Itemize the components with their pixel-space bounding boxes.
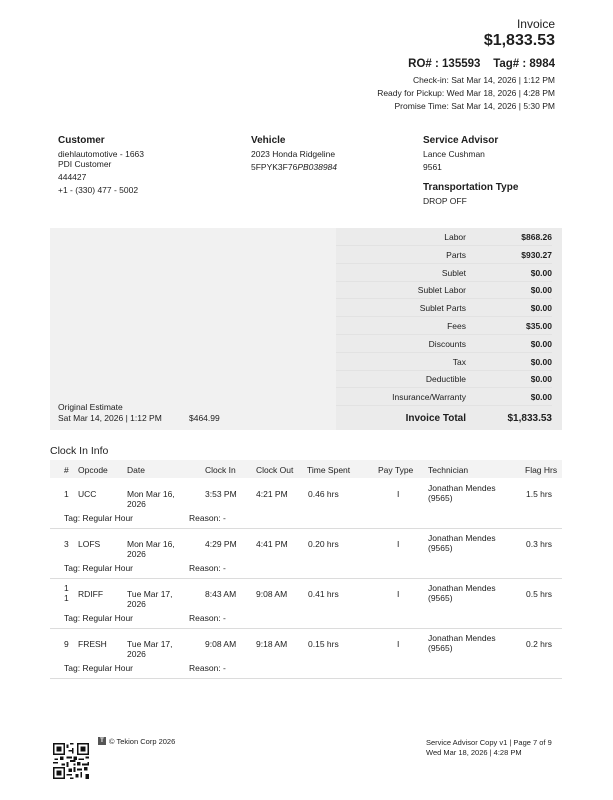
summary-label: Sublet Labor	[417, 285, 466, 296]
vehicle-vin	[251, 161, 337, 173]
row-tag-label: Tag:	[64, 663, 81, 673]
invoice-total-row	[336, 411, 552, 427]
row-tag-label: Tag:	[64, 613, 81, 623]
row-pay-type: I	[397, 639, 400, 649]
row-tag-value: Regular Hour	[82, 563, 134, 573]
row-technician: Jonathan Mendes (9565)	[428, 533, 496, 553]
col-clock-in: Clock In	[205, 465, 236, 475]
row-time-spent: 0.20 hrs	[308, 539, 339, 549]
original-estimate-label: Original Estimate	[58, 402, 123, 412]
original-estimate-amount: $464.99	[189, 413, 220, 423]
row-reason	[189, 513, 226, 523]
col-opcode: Opcode	[78, 465, 108, 475]
vin-prefix: 5FPYK3F76	[251, 162, 298, 172]
row-reason	[189, 613, 226, 623]
invoice-title: Invoice	[516, 17, 555, 31]
row-reason-value: -	[223, 513, 226, 523]
transport-value: DROP OFF	[423, 196, 467, 206]
row-pay-type: I	[397, 539, 400, 549]
summary-label: Insurance/Warranty	[392, 392, 466, 403]
row-clock-in: 9:08 AM	[205, 639, 237, 649]
customer-phone: +1 - (330) 477 - 5002	[58, 185, 139, 195]
summary-row	[336, 335, 552, 352]
footer-copyright: © Tekion Corp 2026	[109, 737, 176, 746]
row-reason-value: -	[223, 663, 226, 673]
row-technician: Jonathan Mendes (9565)	[428, 633, 496, 653]
invoice-total-label: Invoice Total	[405, 413, 466, 424]
tag-label: Tag# :	[493, 58, 527, 70]
row-technician: Jonathan Mendes (9565)	[428, 583, 496, 603]
row-number: 3	[64, 539, 69, 549]
summary-amount: $0.00	[530, 356, 552, 367]
col-time-spent: Time Spent	[307, 465, 351, 475]
row-reason-value: -	[223, 563, 226, 573]
row-technician: Jonathan Mendes (9565)	[428, 483, 496, 503]
row-opcode: RDIFF	[78, 589, 104, 599]
row-tag	[64, 613, 133, 623]
advisor-heading: Service Advisor	[423, 135, 499, 146]
original-estimate-date: Sat Mar 14, 2026 | 1:12 PM	[58, 413, 162, 423]
summary-label: Tax	[452, 356, 466, 367]
row-reason	[189, 663, 226, 673]
row-clock-out: 4:41 PM	[256, 539, 288, 549]
summary-row	[336, 317, 552, 334]
row-date: Tue Mar 17, 2026	[127, 589, 173, 609]
summary-amount: $930.27	[521, 249, 552, 260]
summary-row	[336, 246, 552, 263]
row-reason-label: Reason:	[189, 563, 221, 573]
row-clock-in: 4:29 PM	[205, 539, 237, 549]
summary-row	[336, 388, 552, 405]
customer-name: diehlautomotive - 1663	[58, 149, 145, 159]
row-clock-in: 3:53 PM	[205, 489, 237, 499]
row-divider	[50, 578, 562, 579]
row-time-spent: 0.15 hrs	[308, 639, 339, 649]
row-clock-out: 9:08 AM	[256, 589, 288, 599]
clock-in-heading: Clock In Info	[50, 445, 109, 457]
col-flag-hrs: Flag Hrs	[525, 465, 558, 475]
row-reason-label: Reason:	[189, 513, 221, 523]
row-tag	[64, 563, 133, 573]
tag-number: 8984	[529, 58, 555, 70]
row-divider	[50, 528, 562, 529]
summary-label: Labor	[444, 232, 466, 242]
row-number: 9	[64, 639, 69, 649]
vin-suffix: PB038984	[297, 162, 338, 172]
row-tag	[64, 513, 133, 523]
summary-amount: $0.00	[530, 303, 552, 314]
summary-amount: $868.26	[521, 232, 552, 242]
footer-printed-at: Wed Mar 18, 2026 | 4:28 PM	[426, 748, 522, 757]
row-flag-hrs: 0.2 hrs	[526, 639, 552, 649]
row-number: 1 1	[64, 583, 69, 603]
row-divider	[50, 628, 562, 629]
summary-amount: $0.00	[530, 267, 552, 278]
row-reason-value: -	[223, 613, 226, 623]
col-pay-type: Pay Type	[378, 465, 414, 475]
row-opcode: FRESH	[78, 639, 107, 649]
summary-amount: $0.00	[530, 374, 552, 385]
row-date: Mon Mar 16, 2026	[127, 489, 175, 509]
invoice-total-header: $1,833.53	[483, 32, 555, 49]
row-reason	[189, 563, 226, 573]
summary-amount: $35.00	[526, 321, 552, 331]
summary-row	[336, 370, 552, 387]
summary-label: Sublet	[441, 267, 466, 278]
row-opcode: LOFS	[78, 539, 101, 549]
row-tag-label: Tag:	[64, 513, 81, 523]
advisor-name: Lance Cushman	[423, 149, 485, 159]
summary-separator	[336, 405, 552, 406]
row-divider	[50, 678, 562, 679]
qr-code-icon	[53, 743, 89, 779]
tekion-logo-icon: T	[98, 737, 106, 745]
row-clock-out: 9:18 AM	[256, 639, 288, 649]
ro-label: RO# :	[408, 58, 439, 70]
summary-row	[336, 299, 552, 316]
row-pay-type: I	[397, 489, 400, 499]
row-clock-in: 8:43 AM	[205, 589, 237, 599]
row-time-spent: 0.46 hrs	[308, 489, 339, 499]
row-flag-hrs: 0.5 hrs	[526, 589, 552, 599]
row-opcode: UCC	[78, 489, 97, 499]
row-flag-hrs: 0.3 hrs	[526, 539, 552, 549]
row-reason-label: Reason:	[189, 613, 221, 623]
promise-time: Promise Time: Sat Mar 14, 2026 | 5:30 PM	[394, 101, 555, 111]
row-tag	[64, 663, 133, 673]
check-in-time: Check-in: Sat Mar 14, 2026 | 1:12 PM	[412, 75, 555, 85]
col-clock-out: Clock Out	[256, 465, 294, 475]
row-tag-label: Tag:	[64, 563, 81, 573]
col-number: #	[64, 465, 69, 475]
row-clock-out: 4:21 PM	[256, 489, 288, 499]
advisor-id: 9561	[423, 162, 442, 172]
row-tag-value: Regular Hour	[82, 513, 134, 523]
transport-heading: Transportation Type	[423, 182, 519, 193]
summary-row	[336, 264, 552, 281]
footer-copy-info: Service Advisor Copy v1 | Page 7 of 9	[426, 738, 552, 747]
summary-label: Sublet Parts	[419, 303, 466, 314]
ro-number: 135593	[442, 58, 481, 70]
summary-amount: $0.00	[530, 338, 552, 349]
customer-id: 444427	[58, 172, 87, 182]
vehicle-model: 2023 Honda Ridgeline	[251, 149, 336, 159]
summary-label: Discounts	[428, 338, 466, 349]
customer-heading: Customer	[58, 135, 105, 146]
col-technician: Technician	[428, 465, 469, 475]
summary-row	[336, 353, 552, 370]
customer-type: PDI Customer	[58, 159, 112, 169]
summary-amount: $0.00	[530, 285, 552, 296]
summary-row	[336, 281, 552, 298]
invoice-total-amount: $1,833.53	[507, 413, 552, 424]
row-date: Mon Mar 16, 2026	[127, 539, 175, 559]
row-date: Tue Mar 17, 2026	[127, 639, 173, 659]
summary-amount: $0.00	[530, 392, 552, 403]
summary-label: Parts	[446, 249, 466, 260]
row-tag-value: Regular Hour	[82, 663, 134, 673]
summary-label: Deductible	[425, 374, 466, 385]
row-reason-label: Reason:	[189, 663, 221, 673]
row-number: 1	[64, 489, 69, 499]
summary-label: Fees	[447, 321, 466, 331]
row-flag-hrs: 1.5 hrs	[526, 489, 552, 499]
summary-row	[336, 228, 552, 245]
row-time-spent: 0.41 hrs	[308, 589, 339, 599]
row-tag-value: Regular Hour	[82, 613, 134, 623]
vehicle-heading: Vehicle	[251, 135, 286, 146]
row-pay-type: I	[397, 589, 400, 599]
ready-for-pickup-time: Ready for Pickup: Wed Mar 18, 2026 | 4:28 PM	[377, 88, 555, 98]
ro-tag-line	[408, 58, 555, 70]
col-date: Date	[127, 465, 145, 475]
